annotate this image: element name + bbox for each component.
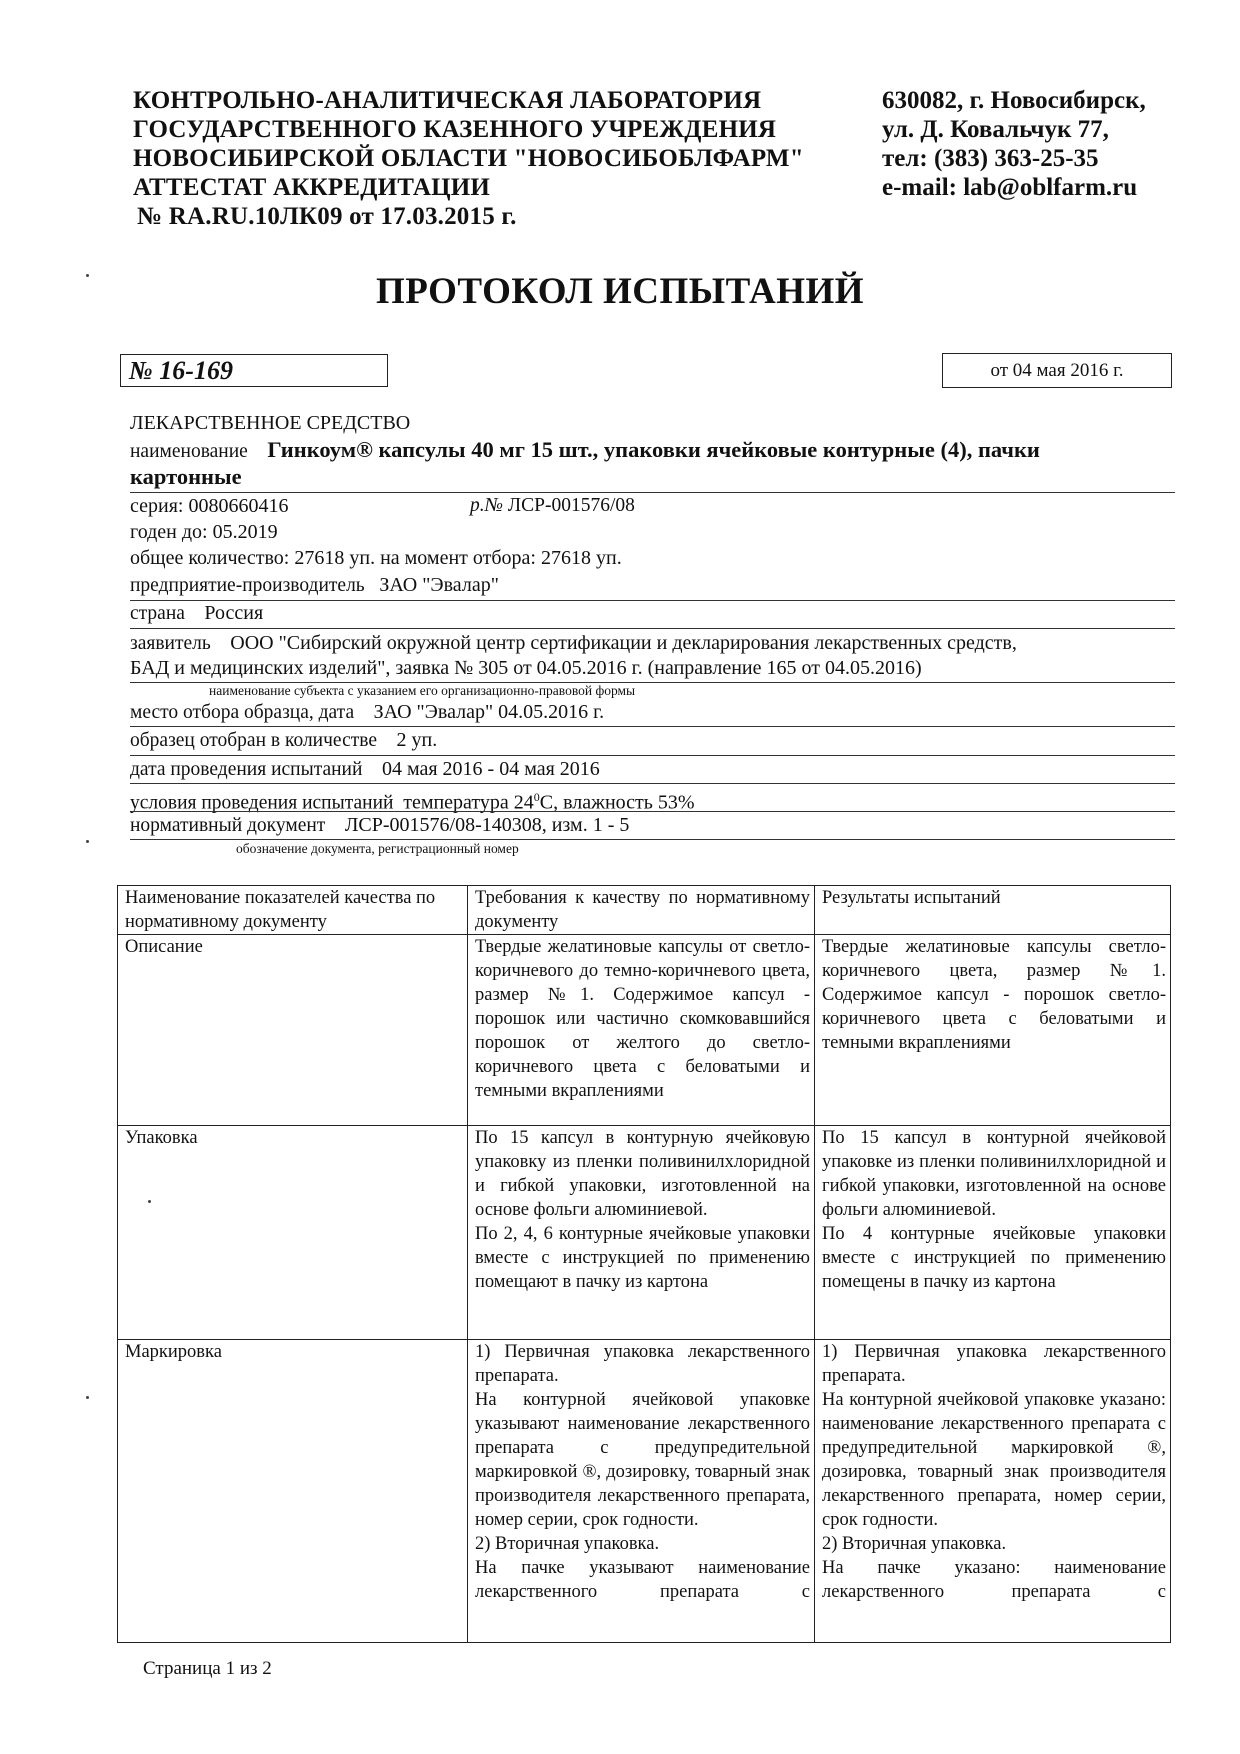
scan-dot bbox=[148, 1200, 151, 1203]
protocol-number: № 16-169 bbox=[129, 356, 233, 385]
protocol-date: от 04 мая 2016 г. bbox=[942, 353, 1172, 388]
row-result: По 15 капсул в контурной ячейковой упаковке из пленки поливинилхлоридной и гибкой упаковки, изготовленной на основе фольги алюминиевой. По 4 контурные ячейковые упаковки вместе с инструкцией по применению помещены в пачку из картона bbox=[815, 1126, 1171, 1340]
row-requirement: 1) Первичная упаковка лекарственного препарата. На контурной ячейковой упаковке указывают наименование лекарственного препарата с предупредительной маркировкой ®, дозировку, товарный знак производителя лекарственного препарата, номер серии, срок годности. 2) Вторичная упаковка. На пачке указывают наименование лекарственного препарата с bbox=[468, 1340, 815, 1643]
row-name: Упаковка bbox=[118, 1126, 468, 1340]
normdoc-field: нормативный документ ЛСР-001576/08-140308, изм. 1 - 5 bbox=[130, 814, 630, 836]
address-line: 630082, г. Новосибирск, bbox=[882, 87, 1146, 114]
conditions-field: условия проведения испытаний температура $24^0С$, влажность 53% bbox=[130, 790, 695, 814]
applicant-field-cont: БАД и медицинских изделий", заявка № 305 от 04.05.2016 г. (направление 165 от 04.05.2016) bbox=[130, 657, 922, 679]
quantity-field: общее количество: 27618 уп. на момент отбора: 27618 уп. bbox=[130, 547, 622, 569]
manufacturer-field: предприятие-производитель ЗАО "Эвалар" bbox=[130, 574, 499, 596]
phone-line: тел: (383) 363-25-35 bbox=[882, 145, 1099, 172]
header-requirements: Требования к качеству по нормативному документу bbox=[468, 886, 815, 935]
header-results: Результаты испытаний bbox=[815, 886, 1171, 935]
divider bbox=[130, 492, 1175, 493]
drug-name-field-cont bbox=[130, 465, 1175, 491]
page-number: Страница 1 из 2 bbox=[143, 1658, 272, 1679]
header-indicator: Наименование показателей качества по нормативному документу bbox=[118, 886, 468, 935]
email-line: e-mail: lab@oblfarm.ru bbox=[882, 174, 1138, 201]
lab-address bbox=[882, 86, 1182, 202]
lab-line: КОНТРОЛЬНО-АНАЛИТИЧЕСКАЯ ЛАБОРАТОРИЯ bbox=[133, 87, 762, 114]
drug-name-value-cont: картонные bbox=[130, 464, 242, 489]
divider bbox=[130, 628, 1175, 629]
divider bbox=[130, 811, 1175, 812]
accreditation-number: № RA.RU.10ЛК09 от 17.03.2015 г. bbox=[137, 203, 517, 230]
row-name: Маркировка bbox=[118, 1340, 468, 1643]
lab-header bbox=[133, 86, 833, 231]
row-requirement: По 15 капсул в контурную ячейковую упаковку из пленки поливинилхлоридной и гибкой упаковки, изготовленной на основе фольги алюминиевой. По 2, 4, 6 контурные ячейковые упаковки вместе с инструкцией по применению помещают в пачку из картона bbox=[468, 1126, 815, 1340]
quality-table bbox=[117, 885, 1171, 1643]
scan-dot bbox=[86, 840, 89, 843]
country-field: страна Россия bbox=[130, 602, 264, 624]
row-requirement: Твердые желатиновые капсулы от светло-коричневого до темно-коричневого цвета, размер №1. Содержимое капсул - порошок или частично скомковавшийся порошок от желтого до светло-коричневого цвета с беловатыми и темными вкраплениями bbox=[468, 935, 815, 1126]
expiry-field: годен до: 05.2019 bbox=[130, 521, 278, 543]
protocol-number-box bbox=[120, 354, 388, 387]
lab-line: ГОСУДАРСТВЕННОГО КАЗЕННОГО УЧРЕЖДЕНИЯ bbox=[133, 116, 777, 143]
divider bbox=[130, 839, 1175, 840]
sampling-field: место отбора образца, дата ЗАО "Эвалар" 04.05.2016 г. bbox=[130, 701, 605, 723]
applicant-field: заявитель ООО "Сибирский окружной центр сертификации и декларирования лекарственных средств, bbox=[130, 632, 1017, 654]
divider bbox=[130, 783, 1175, 784]
table-header-row bbox=[118, 886, 1171, 935]
section-label: ЛЕКАРСТВЕННОЕ СРЕДСТВО bbox=[130, 412, 411, 434]
scan-dot bbox=[86, 274, 89, 277]
drug-name-label: наименование bbox=[130, 441, 248, 462]
sample-qty-field: образец отобран в количестве 2 уп. bbox=[130, 729, 438, 751]
table-row bbox=[118, 1126, 1171, 1340]
scan-dot bbox=[86, 1396, 89, 1399]
series-field bbox=[130, 494, 1175, 519]
test-date-field: дата проведения испытаний 04 мая 2016 - 04 мая 2016 bbox=[130, 758, 600, 780]
table-row bbox=[118, 935, 1171, 1126]
row-result: Твердые желатиновые капсулы светло-коричневого цвета, размер №1. Содержимое капсул - порошок светло-коричневого цвета с беловатыми и темными вкраплениями bbox=[815, 935, 1171, 1126]
divider bbox=[130, 755, 1175, 756]
address-line: ул. Д. Ковальчук 77, bbox=[882, 116, 1109, 143]
drug-name-value: Гинкоум® капсулы 40 мг 15 шт., упаковки ячейковые контурные (4), пачки bbox=[267, 437, 1040, 462]
row-result: 1) Первичная упаковка лекарственного препарата. На контурной ячейковой упаковке указано: наименование лекарственного препарата с предупредительной маркировкой ®, дозировка, товарный знак производителя лекарственного препарата, номер серии, срок годности. 2) Вторичная упаковка. На пачке указано: наименование лекарственного препарата с bbox=[815, 1340, 1171, 1643]
table-row bbox=[118, 1340, 1171, 1643]
reg-number: р.№ ЛСР-001576/08 bbox=[470, 495, 635, 516]
row-name: Описание bbox=[118, 935, 468, 1126]
applicant-note: наименование субъекта с указанием его организационно-правовой формы bbox=[209, 683, 636, 698]
lab-line: АТТЕСТАТ АККРЕДИТАЦИИ bbox=[133, 174, 491, 201]
lab-line: НОВОСИБИРСКОЙ ОБЛАСТИ "НОВОСИБОБЛФАРМ" bbox=[133, 145, 804, 172]
normdoc-note: обозначение документа, регистрационный номер bbox=[236, 841, 519, 856]
series-value: серия: 0080660416 bbox=[130, 495, 289, 517]
divider bbox=[130, 726, 1175, 727]
page-title: ПРОТОКОЛ ИСПЫТАНИЙ bbox=[375, 271, 865, 312]
drug-name-field bbox=[130, 438, 1175, 464]
